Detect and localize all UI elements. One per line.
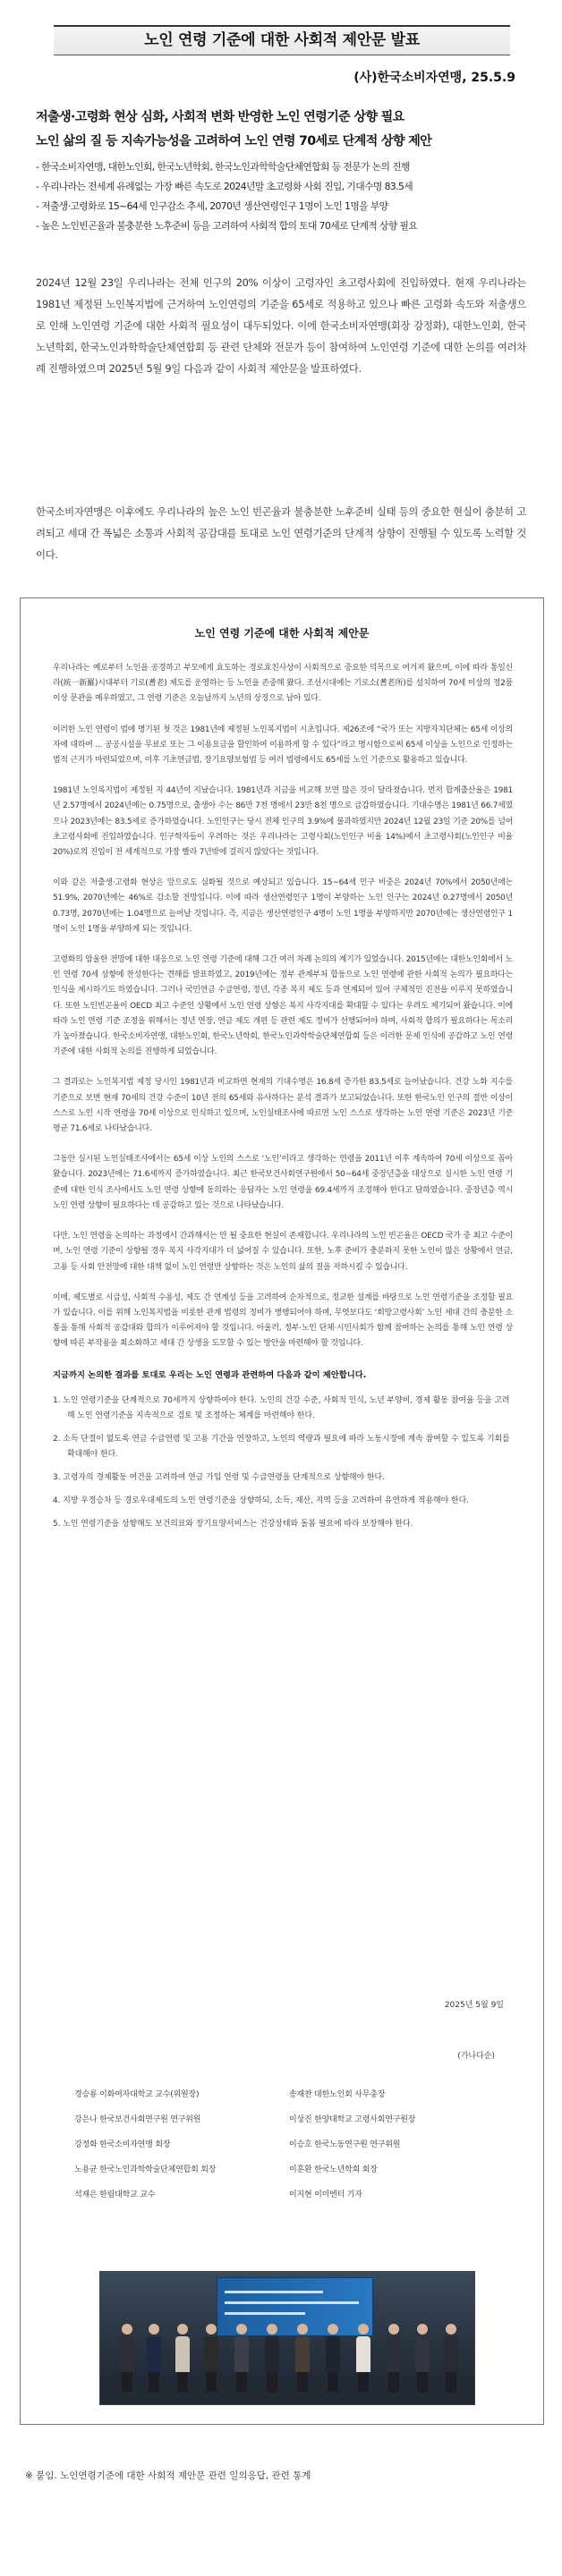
title-bar	[54, 25, 510, 55]
summary-bullets	[36, 157, 537, 236]
letter-paragraph: 이와 같은 저출생·고령화 현상은 앞으로도 심화될 것으로 예상되고 있습니다. 15~64세 인구 비중은 2024년 70%에서 2050년에는 51.9%, 2070년에는 46%로 감소할 전망입니다. 이에 따라 생산연령인구 1명이 부양하는 노인 인구는 2024년 0.27명에서 2050년 0.73명, 2070년에는 1.04명으로 늘어날 것입니다. 즉, 지금은 생산연령인구 4명이 노인 1명을 부양하지만 2070년에는 생산연령인구 1명이 노인 1명을 부양하게 되는 것입니다.	[53, 878, 513, 934]
page-title: 노인 연령 기준에 대한 사회적 제안문 발표	[144, 31, 420, 49]
signer: 강은나 한국보건사회연구원 연구위원	[74, 2115, 201, 2124]
letter-paragraph: 그동안 실시된 노인실태조사에서는 65세 이상 노인의 스스로 ‘노인’이라고 생각하는 연령을 2011년 이후 계속하여 70세 이상으로 꼽아 왔습니다. 2023년에는 71.6세까지 증가하였습니다. 최근 한국보건사회연구원에서 50~64세 중장년층을 대상으로 실시한 노인 연령 기준에 대한 인식 조사에서도 노인 연령 상향에 동의하는 응답자는 노인 연령을 69.4세까지 조정해야 한다고 답하였습니다. 중장년층 역시 노인 연령 상향이 필요하다는 데 공감하고 있는 것으로 나타났습니다.	[53, 1155, 513, 1210]
letter-paragraph: 그 결과로는 노인복지법 제정 당시인 1981년과 비교하면 현재의 기대수명은 16.8세 증가한 83.5세로 늘어났습니다. 건강 노화 지수를 기준으로 보면 현재 70세의 건강 수준이 10년 전의 65세와 유사하다는 분석 결과가 보고되었습니다. 또한 한국노인 인구의 절반 이상이 스스로 노인 시작 연령을 70세 이상으로 인식하고 있으며, 노인실태조사에 따르면 노인 스스로 생각하는 노인 연령 기준은 2023년 기준 평균 71.6세로 나타났습니다.	[53, 1078, 513, 1134]
signer: 경승룡 이화여자대학교 교수(위원장)	[74, 2090, 200, 2099]
demands-list	[53, 1394, 513, 1532]
signer: 송재찬 대한노인회 사무총장	[289, 2090, 386, 2099]
headline-1: 저출생·고령화 현상 심화, 사회적 변화 반영한 노인 연령기준 상향 필요	[36, 110, 404, 124]
headlines	[36, 106, 537, 154]
letter-paragraph: 다만, 노인 연령을 논의하는 과정에서 간과해서는 안 될 중요한 현실이 존재합니다. 우리나라의 노인 빈곤율은 OECD 국가 중 최고 수준이며, 노인 연령 기준이 상향될 경우 복지 사각지대가 더 넓어질 수 있습니다. 또한, 노후 준비가 충분하지 못한 노인이 많은 상황에서 연금, 고용 등 사회 안전망에 대한 대책 없이 노인 연령만 상향하는 것은 노인의 삶의 질을 저하시킬 수 있습니다.	[53, 1232, 513, 1272]
demands-intro: 지금까지 논의한 결과를 토대로 우리는 노인 연령과 관련하여 다음과 같이 제안합니다.	[53, 1369, 367, 1380]
letter-body	[53, 661, 513, 1540]
group-photo	[99, 2271, 475, 2405]
org-date: (사)한국소비자연맹, 25.5.9	[353, 71, 515, 85]
demand-item: 5. 노인 연령기준을 상향해도 보건의료와 장기요양서비스는 건강상태와 돌봄 필요에 따라 보장해야 한다.	[53, 1519, 413, 1529]
letter-paragraph: 1981년 노인복지법이 제정된 지 44년이 지났습니다. 1981년과 지금을 비교해 보면 많은 것이 달라졌습니다. 먼저 합계출산율은 1981년 2.57명에서 2024년에는 0.75명으로, 출생아 수는 86만 7천 명에서 23만 8천 명으로 급감하였습니다. 기대수명은 1981년 66.7세였으나 2023년에는 83.5세로 증가하였습니다. 노인인구는 당시 전체 인구의 3.9%에 불과하였지만 2024년 12월 23일 기준 20%를 넘어 초고령사회에 진입하였습니다. 인구학자들이 우려하는 것은 우리나라는 고령사회(노인인구 비율 14%)에서 초고령사회(노인인구 비율 20%)로의 진입이 전 세계적으로 가장 빨라 7년밖에 걸리지 않았다는 것입니다.	[53, 786, 513, 858]
demand-item: 1. 노인 연령기준을 단계적으로 70세까지 상향하여야 한다. 노인의 건강 수준, 사회적 인식, 노년 부양비, 경제 활동 참여율 등을 고려해 노인 연령기준을 지속적으로 검토 및 조정하는 체계를 마련해야 한다.	[53, 1395, 510, 1420]
signers-list	[74, 2088, 504, 2199]
demand-item: 4. 지방 우정승차 등 경로우대제도의 노인 연령기준을 상향하되, 소득, 재산, 지역 등을 고려하여 유연하게 적용해야 한다.	[53, 1496, 470, 1505]
bullet-item: - 높은 노인빈곤율과 불충분한 노후준비 등을 고려하여 사회적 합의 토대 70세로 단계적 상향 필요	[36, 220, 418, 232]
letter-paragraph: 이에, 제도별로 시급성, 사회적 수용성, 제도 간 연계성 등을 고려하여 순차적으로, 정교한 설계를 바탕으로 노인 연령기준을 조정할 필요가 있습니다. 이를 위해 노인복지법을 비롯한 관계 법령의 정비가 병행되어야 하며, 무엇보다도 ‘희망고령사회’ 노인 세대 간의 충분한 소통을 통해 사회적 공감대와 합의가 이루어져야 할 것입니다. 아울러, 정부·노인 단체·시민사회가 함께 참여하는 논의를 통해 노인 연령 상향에 따른 부작용을 최소화하고 세대 간 상생을 도모할 수 있는 방안을 마련해야 할 것입니다.	[53, 1292, 513, 1349]
bullet-item: - 저출생·고령화로 15~64세 인구감소 추세, 2070년 생산연령인구 1명이 노인 1명을 부양	[36, 200, 388, 212]
letter-paragraph: 우리나라는 예로부터 노인을 공경하고 부모에게 효도하는 경로효친사상이 사회적으로 중요한 덕목으로 여겨져 왔으며, 이에 따라 통일신라(統一新羅)시대부터 기로(耆老) 제도를 운영하는 등 노인을 존중해 왔다. 조선시대에는 기로소(耆老所)를 설치하여 70세 이상의 정2품 이상 문관을 예우하였고, 그 연령 기준은 오늘날까지 노년의 상징으로 남아 있다.	[53, 664, 513, 704]
signers-order-note: (가나다순)	[457, 2052, 495, 2061]
attachment-caption: ※ 붙임. 노인연령기준에 대한 사회적 제안문 관련 일의응답, 관련 통계	[25, 2470, 311, 2481]
signer: 석재은 한림대학교 교수	[74, 2190, 156, 2199]
signer: 이훈환 한국노년학회 회장	[289, 2165, 378, 2174]
letter-date: 2025년 5월 9일	[444, 2001, 504, 2010]
signer: 이승호 한국노동연구원 연구위원	[289, 2140, 401, 2149]
bullet-item: - 우리나라는 전세계 유례없는 가장 빠른 속도로 2024년말 초고령화 사회 진입, 기대수명 83.5세	[36, 181, 413, 192]
signer: 이상진 한양대학교 고령사회연구원장	[289, 2115, 416, 2124]
intro-paragraph-2: 한국소비자연맹은 이후에도 우리나라의 높은 노인 빈곤율과 불충분한 노후준비 실태 등의 중요한 현실이 충분히 고려되고 세대 간 폭넓은 소통과 사회적 공감대를 토대로 노인 연령기준의 단계적 상향이 진행될 수 있도록 노력할 것이다.	[36, 505, 526, 561]
signer: 강정화 한국소비자연맹 회장	[74, 2140, 171, 2149]
intro-paragraph-1: 2024년 12월 23일 우리나라는 전체 인구의 20% 이상이 고령자인 초고령사회에 진입하였다. 현재 우리나라는 1981년 제정된 노인복지법에 근거하여 노인연령의 기준을 65세로 적용하고 있으나 빠른 고령화 속도와 저출생으로 인해 노인연령 기준에 대한 사회적 필요성이 대두되었다. 이에 한국소비자연맹(회장 강정화), 대한노인회, 한국노년학회, 한국노인과학학술단체연합회 등 관련 단체와 전문가 등이 참여하여 노인연령 기준에 대한 논의를 여러차례 진행하였으며 2025년 5월 9일 다음과 같이 사회적 제안문을 발표하였다.	[36, 276, 526, 375]
headline-2: 노인 삶의 질 등 지속가능성을 고려하여 노인 연령 70세로 단계적 상향 제안	[36, 134, 432, 148]
proposal-letter	[20, 597, 544, 2425]
letter-paragraph: 이러한 노인 연령이 법에 명기된 첫 것은 1981년에 제정된 노인복지법이 시초입니다. 제26조에 “국가 또는 지방자치단체는 65세 이상의 자에 대하여 ... 공공시설을 무료로 또는 그 이용요금을 할인하여 이용하게 할 수 있다”라고 명시함으로써 65세 이상을 노인으로 인정하는 법적 근거가 마련되었으며, 이후 기초연금법, 장기요양보험법 등 여러 법령에서도 65세를 노인 기준으로 활용하고 있습니다.	[53, 724, 513, 766]
letter-title: 노인 연령 기준에 대한 사회적 제안문	[194, 627, 370, 640]
signer: 이지현 이미엔터 기자	[289, 2190, 362, 2199]
signer: 노용균 한국노인과학학술단체연합회 회장	[74, 2165, 217, 2174]
letter-paragraph: 고령화의 암울한 전망에 대한 대응으로 노인 연령 기준에 대해 그간 여러 차례 논의의 계기가 있었습니다. 2015년에는 대한노인회에서 노인 연령 70세 상향에 찬성한다는 견해를 발표하였고, 2019년에는 정부 관계부처 합동으로 노인 연령에 관한 사회적 논의가 필요하다는 인식을 제시하기도 하였습니다. 그러나 국민연금 수급연령, 정년, 각종 복지 제도 등과 연계되어 있어 구체적인 진전을 이루지 못하였습니다. 또한 노인빈곤율이 OECD 최고 수준인 상황에서 노인 연령 상향은 복지 사각지대를 확대할 수 있다는 우려도 제기되어 왔습니다. 이에 따라 노인 연령 기준 조정을 위해서는 정년 연장, 연금 제도 개편 등 관련 제도 정비가 선행되어야 하며, 사회적 합의가 필요하다는 목소리가 높아졌습니다. 한국소비자연맹, 대한노인회, 한국노년학회, 한국노인과학학술단체연합회 등은 이러한 문제 인식에 공감하고 노인 연령 기준에 대한 사회적 논의를 진행하게 되었습니다.	[53, 955, 513, 1057]
demand-item: 3. 고령자의 경제활동 여건을 고려하여 연금 가입 연령 및 수급연령을 단계적으로 상향해야 한다.	[53, 1472, 385, 1482]
bullet-item: - 한국소비자연맹, 대한노인회, 한국노년학회, 한국노인과학학술단체연합회 등 전문가 논의 진행	[36, 161, 410, 173]
demand-item: 2. 소득 단절이 없도록 연금 수급연령 및 고용 기간을 연장하고, 노인의 역량과 필요에 따라 노동시장에 계속 참여할 수 있도록 기회를 확대해야 한다.	[53, 1434, 510, 1459]
